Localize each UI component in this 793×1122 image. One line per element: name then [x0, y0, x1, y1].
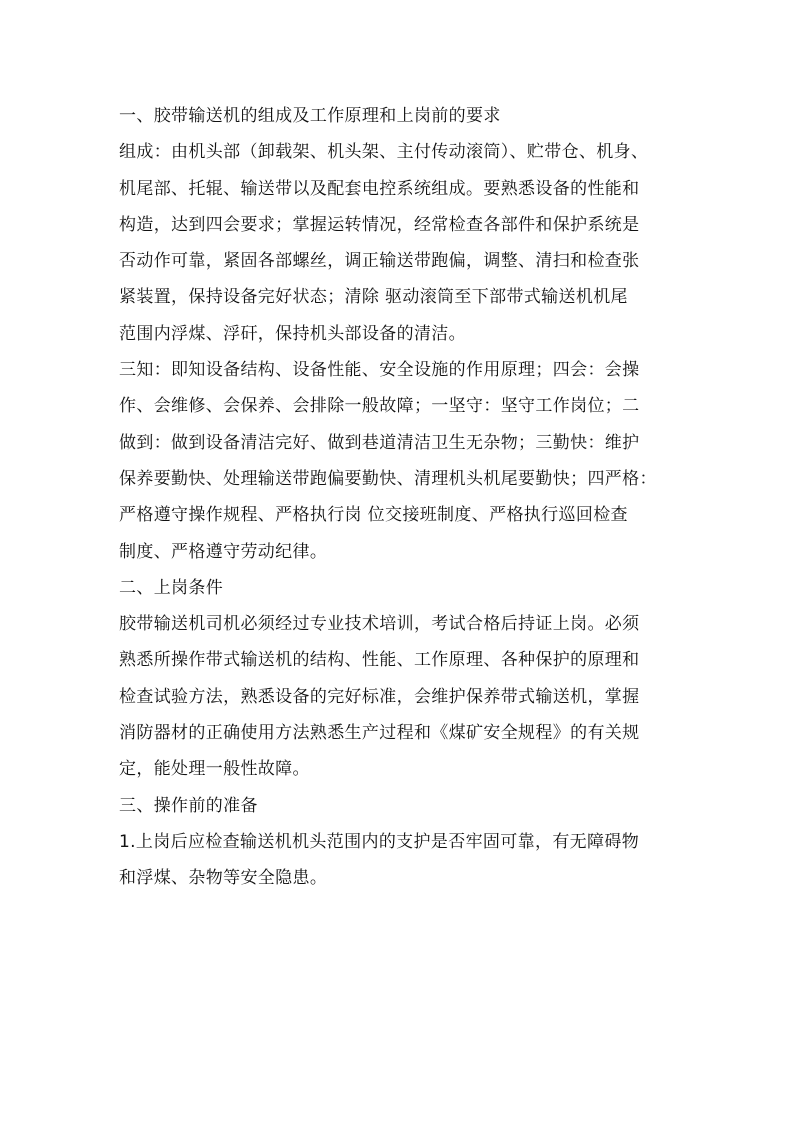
paragraph-line: 三知：即知设备结构、设备性能、安全设施的作用原理；四会：会操	[119, 360, 640, 381]
paragraph-line: 1.上岗后应检查输送机机头范围内的支护是否牢固可靠，有无障碍物	[119, 831, 640, 852]
paragraph-line: 消防器材的正确使用方法熟悉生产过程和《煤矿安全规程》的有关规	[119, 723, 640, 744]
paragraph-line: 机尾部、托辊、输送带以及配套电控系统组成。要熟悉设备的性能和	[119, 178, 640, 199]
document-body	[119, 98, 679, 897]
paragraph-line: 范围内浮煤、浮矸，保持机头部设备的清洁。	[119, 323, 466, 344]
paragraph-line: 熟悉所操作带式输送机的结构、性能、工作原理、各种保护的原理和	[119, 650, 640, 671]
paragraph-line: 保养要勤快、处理输送带跑偏要勤快、清理机头机尾要勤快；四严格：	[119, 468, 657, 489]
paragraph-line: 紧装置，保持设备完好状态；清除 驱动滚筒至下部带式输送机机尾	[119, 287, 628, 308]
paragraph-line: 制度、严格遵守劳动纪律。	[119, 541, 328, 562]
paragraph-line: 组成：由机头部（卸载架、机头架、主付传动滚筒）、贮带仓、机身、	[119, 142, 649, 163]
heading-section-1: 一、胶带输送机的组成及工作原理和上岗前的要求	[119, 106, 501, 126]
paragraph-line: 做到：做到设备清洁完好、做到巷道清洁卫生无杂物；三勤快：维护	[119, 432, 640, 453]
heading-section-2: 二、上岗条件	[119, 577, 224, 598]
paragraph-line: 定，能处理一般性故障。	[119, 759, 310, 780]
paragraph-line: 检查试验方法，熟悉设备的完好标准，会维护保养带式输送机，掌握	[119, 686, 640, 707]
heading-section-3: 三、操作前的准备	[119, 795, 258, 816]
paragraph-line: 胶带输送机司机必须经过专业技术培训，考试合格后持证上岗。必须	[119, 614, 640, 635]
paragraph-line: 否动作可靠，紧固各部螺丝，调正输送带跑偏，调整、清扫和检查张	[119, 251, 640, 272]
paragraph-line: 构造，达到四会要求；掌握运转情况，经常检查各部件和保护系统是	[119, 214, 640, 235]
paragraph-line: 严格遵守操作规程、严格执行岗 位交接班制度、严格执行巡回检查	[119, 505, 628, 526]
paragraph-line: 作、会维修、会保养、会排除一般故障；一坚守：坚守工作岗位；二	[119, 396, 640, 417]
paragraph-line: 和浮煤、杂物等安全隐患。	[119, 868, 328, 889]
